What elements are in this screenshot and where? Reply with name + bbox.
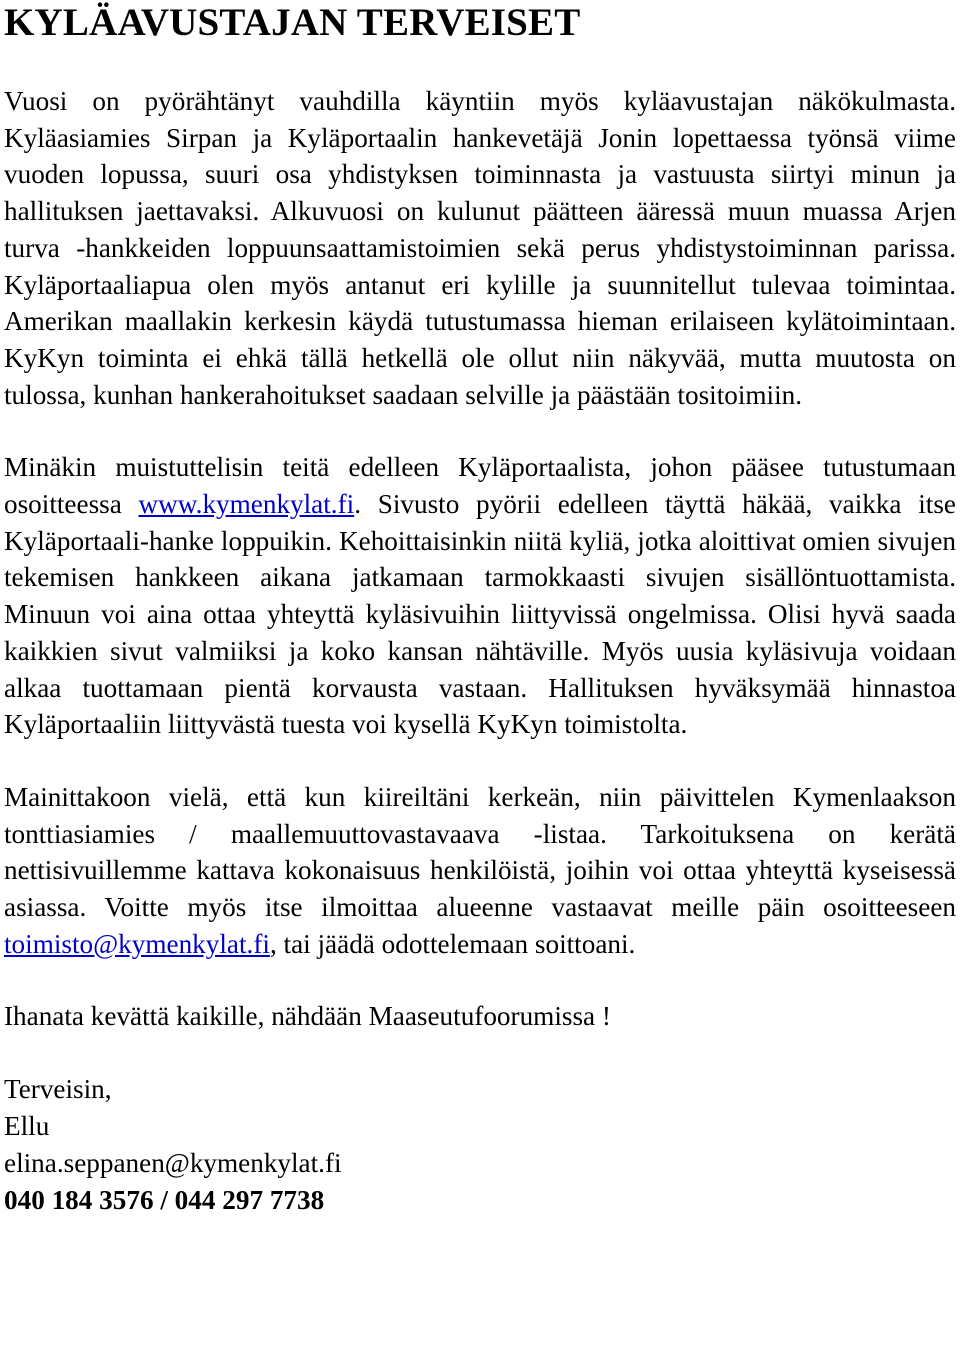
document-page: [4, 0, 956, 1219]
signature-email: elina.seppanen@kymenkylat.fi: [4, 1148, 342, 1179]
signature-phone: 040 184 3576 / 044 297 7738: [4, 1185, 325, 1216]
paragraph-contact-list-text-1: Mainittakoon vielä, että kun kiireiltäni kerkeän, niin päivittelen Kymenlaakson tonttiasiamies / maallemuuttovastavaava -listaa. Tarkoituksena on kerätä nettisivuillemme kattava kokonaisuus henkilöistä, joihin voi ottaa yhteyttä kyseisessä asiassa. Voitte myös itse ilmoittaa alueenne vastaavat meille päin osoitteeseen: [4, 781, 956, 923]
paragraph-contact-list-text-2: , tai jäädä odottelemaan soittoani.: [269, 928, 636, 959]
paragraph-kyla-portal-text-1: Minäkin muistuttelisin teitä edelleen Kyläportaalista, johon pääsee tutustumaan osoitteessa: [4, 452, 956, 520]
signature-block: [4, 1071, 956, 1219]
page-title: KYLÄAVUSTAJAN TERVEISET: [4, 1, 581, 44]
signature-greeting: Terveisin,: [4, 1074, 112, 1105]
paragraph-kyla-portal: [4, 449, 956, 743]
website-link[interactable]: www.kymenkylat.fi: [138, 489, 355, 520]
email-link[interactable]: toimisto@kymenkylat.fi: [4, 928, 270, 959]
signature-name: Ellu: [4, 1111, 50, 1142]
paragraph-intro: Vuosi on pyörähtänyt vauhdilla käyntiin myös kyläavustajan näkökulmasta. Kyläasiamies Sirpan ja Kyläportaalin hankevetäjä Jonin lopettaessa työnsä viime vuoden lopussa, suuri osa yhdistyksen toiminnasta ja vastuusta siirtyi minun ja hallituksen jaettavaksi. Alkuvuosi on kulunut päätteen ääressä muun muassa Arjen turva -hankkeiden loppuunsaattamistoimien sekä perus yhdistystoiminnan parissa. Kyläportaaliapua olen myös antanut eri kylille ja suunnitellut tulevaa toimintaa. Amerikan maallakin kerkesin käydä tutustumassa hieman erilaiseen kylätoimintaan. KyKyn toiminta ei ehkä tällä hetkellä ole ollut niin näkyvää, mutta muutosta on tulossa, kunhan hankerahoitukset saadaan selville ja päästään tositoimiin.: [4, 86, 956, 410]
paragraph-contact-list: [4, 779, 956, 963]
paragraph-greeting: Ihanata kevättä kaikille, nähdään Maaseutufoorumissa !: [4, 1001, 611, 1032]
paragraph-kyla-portal-text-2: . Sivusto pyörii edelleen täyttä häkää, vaikka itse Kyläportaali-hanke loppuikin. Kehoittaisinkin niitä kyliä, jotka aloittivat omien sivujen tekemisen hankkeen aikana jatkamaan tarmokkaasti sivujen sisällöntuottamista. Minuun voi aina ottaa yhteyttä kyläsivuihin liittyvissä ongelmissa. Olisi hyvä saada kaikkien sivut valmiiksi ja koko kansan nähtäville. Myös uusia kyläsivuja voidaan alkaa tuottamaan pientä korvausta vastaan. Hallituksen hyväksymää hinnastoa Kyläportaaliin liittyvästä tuesta voi kysellä KyKyn toimistolta.: [4, 489, 956, 740]
